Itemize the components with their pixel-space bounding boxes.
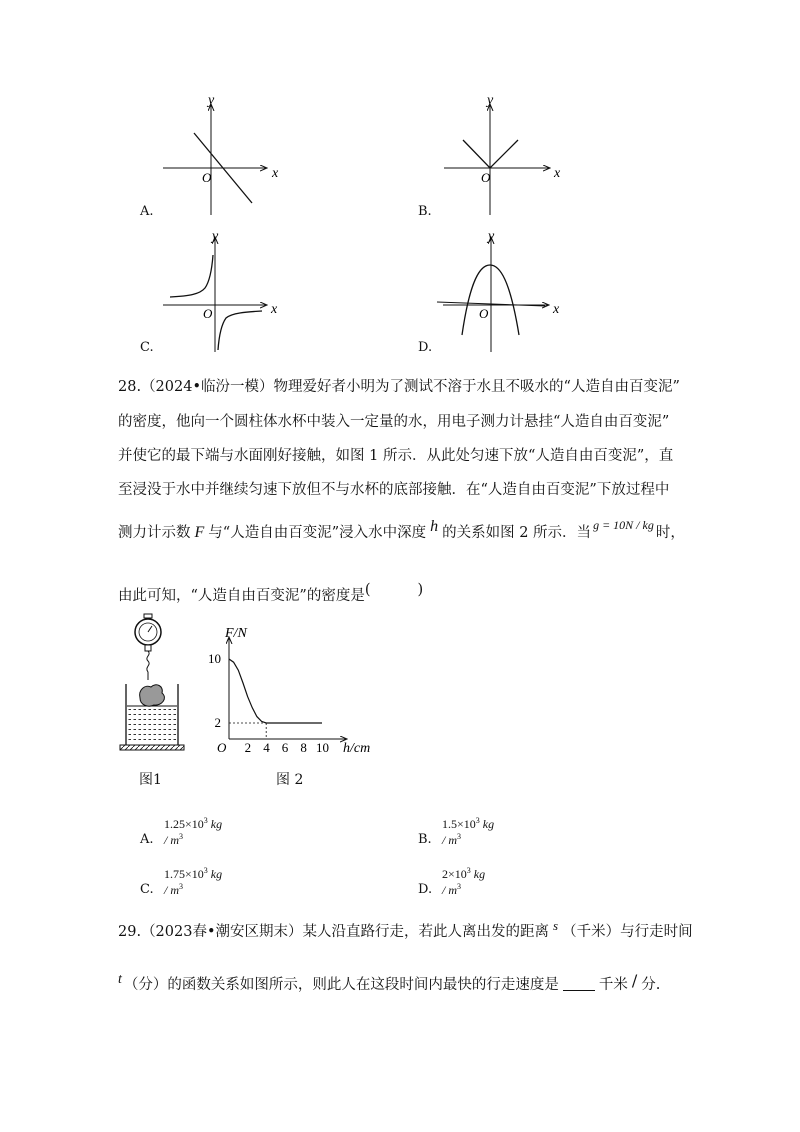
q28-d-times: ×10 (448, 867, 467, 881)
q28-a-times: ×10 (185, 817, 204, 831)
q28-option-d-value (442, 866, 485, 898)
q28-b-mantissa: 1.5 (442, 817, 457, 831)
q28-option-d-letter: D. (418, 882, 433, 897)
q27-option-a[interactable]: A. (140, 204, 154, 219)
q28-var-f: F (194, 524, 205, 541)
fig2-x-tick-4: 4 (263, 740, 270, 755)
q28-b-times: ×10 (457, 817, 476, 831)
graph-d (437, 229, 560, 352)
q28-text-5a: 测力计示数 (118, 525, 191, 541)
graph-c-branch-right (218, 311, 262, 350)
q28-c-times: ×10 (185, 867, 204, 881)
q28-option-c-letter: C. (140, 882, 154, 897)
q28-a-unit-exp: 3 (179, 832, 183, 841)
q28-text-5c: 的关系如图 2 所示．当 (442, 525, 592, 541)
q28-var-h: h (430, 518, 439, 535)
clay-block (140, 685, 165, 706)
q28-text-5b: 与“人造自由百变泥”浸入水中深度 (208, 525, 427, 541)
q28-line-6 (118, 584, 429, 605)
fig2-ylabel: F/N (225, 626, 247, 641)
q29-var-s: s (553, 918, 559, 933)
graph-a-origin: O (202, 170, 212, 185)
fig2-y-tick-2: 2 (214, 715, 221, 730)
graph-a-y-label: y (208, 93, 215, 108)
q28-fig1-caption: 图1 (139, 772, 162, 788)
q28-c-unit: kg / m (164, 867, 223, 897)
q29-line-1 (118, 920, 693, 941)
q29-number: 29. (118, 924, 142, 940)
q27-option-c[interactable]: C. (140, 340, 154, 355)
graph-b-y-label: y (487, 93, 494, 108)
graph-d-y-label: y (488, 229, 495, 244)
q29-text-1b: （千米）与行走时间 (562, 924, 693, 940)
fig2-x-tick-8: 8 (300, 740, 307, 755)
q28-figure-1 (118, 612, 198, 762)
q28-c-mantissa: 1.75 (164, 867, 185, 881)
meter-spring (147, 651, 149, 680)
q28-b-unit: kg / m (442, 817, 495, 847)
fig2-series-line (229, 659, 322, 723)
q28-source: （2024•临汾一模） (141, 379, 274, 395)
q28-option-a-value (164, 816, 222, 848)
q28-option-c-value (164, 866, 222, 898)
q28-option-a-letter: A. (140, 832, 154, 847)
q28-line-3: 并使它的最下端与水面刚好接触，如图 1 所示．从此处匀速下放“人造自由百变泥”，直 (118, 448, 674, 464)
fig2-origin: O (217, 740, 227, 755)
q28-a-mantissa: 1.25 (164, 817, 185, 831)
q28-fig2-caption: 图 2 (276, 772, 304, 788)
graph-c-branch-left (170, 255, 213, 297)
graph-a-x-label: x (272, 166, 279, 181)
q28-line-5 (118, 518, 685, 542)
graph-c-y-label: y (212, 229, 219, 244)
water (127, 706, 177, 744)
q28-line-2: 的密度，他向一个圆柱体水杯中装入一定量的水，用电子测力计悬挂“人造自由百变泥” (118, 414, 670, 430)
q28-text-5d: 时， (655, 525, 685, 541)
graph-c (163, 229, 278, 352)
q28-d-mantissa: 2 (442, 867, 448, 881)
q29-line-2 (118, 973, 660, 994)
graph-c-x-label: x (271, 302, 278, 317)
q28-line-1 (118, 375, 680, 396)
q29-source: （2023春•潮安区期末） (141, 924, 303, 940)
graph-b-x-label: x (554, 166, 561, 181)
q28-b-unit-exp: 3 (457, 832, 461, 841)
graph-c-origin: O (203, 306, 213, 321)
q28-d-unit: kg / m (442, 867, 486, 897)
graph-a (163, 93, 279, 215)
fig2-x-tick-10: 10 (316, 740, 329, 755)
fig2-xlabel: h/cm (343, 741, 371, 756)
graph-d-x-label: x (553, 302, 560, 317)
q27-graphs (0, 0, 800, 360)
q29-text-2b: 千米 (598, 977, 628, 993)
q28-c-exp: 3 (203, 866, 208, 875)
q29-text-2a: （分）的函数关系如图所示，则此人在这段时间内最快的行走速度是 (123, 977, 559, 993)
q28-line-4: 至浸没于水中并继续匀速下放但不与水杯的底部接触．在“人造自由百变泥”下放过程中 (118, 482, 670, 498)
q29-text-1a: 某人沿直路行走，若此人离出发的距离 (302, 924, 550, 940)
q28-b-exp: 3 (475, 816, 480, 825)
meter-hook-top (144, 614, 152, 618)
q29-answer-blank[interactable] (563, 976, 595, 991)
q28-option-b-value (442, 816, 494, 848)
graph-b (444, 93, 561, 215)
meter-neck (145, 645, 151, 651)
q28-option-b-letter: B. (418, 832, 432, 847)
q28-d-exp: 3 (466, 866, 471, 875)
q29-slash: / (631, 971, 638, 990)
fig2-y-tick-10: 10 (208, 651, 221, 666)
fig2-x-tick-6: 6 (281, 740, 289, 755)
q28-answer-paren[interactable]: ( ) (364, 582, 430, 598)
q28-c-unit-exp: 3 (179, 882, 183, 891)
q28-a-exp: 3 (203, 816, 208, 825)
q27-option-d[interactable]: D. (418, 340, 433, 355)
q29-var-t: t (118, 972, 122, 987)
fig2-x-tick-2: 2 (244, 740, 252, 755)
graph-d-origin: O (479, 306, 489, 321)
q27-option-b[interactable]: B. (418, 204, 432, 219)
q28-text-1: 物理爱好者小明为了测试不溶于水且不吸水的“人造自由百变泥” (273, 379, 680, 395)
q28-a-unit: kg / m (164, 817, 223, 847)
graph-b-origin: O (481, 170, 491, 185)
q28-text-6: 由此可知，“人造自由百变泥”的密度是 (118, 588, 365, 604)
q28-gravity: g = 10N / kg (593, 518, 654, 532)
q28-number: 28. (118, 379, 142, 395)
q28-figure-2 (205, 615, 385, 760)
cup-base (120, 745, 184, 750)
q28-d-unit-exp: 3 (457, 882, 461, 891)
q29-text-2c: 分. (641, 977, 661, 993)
